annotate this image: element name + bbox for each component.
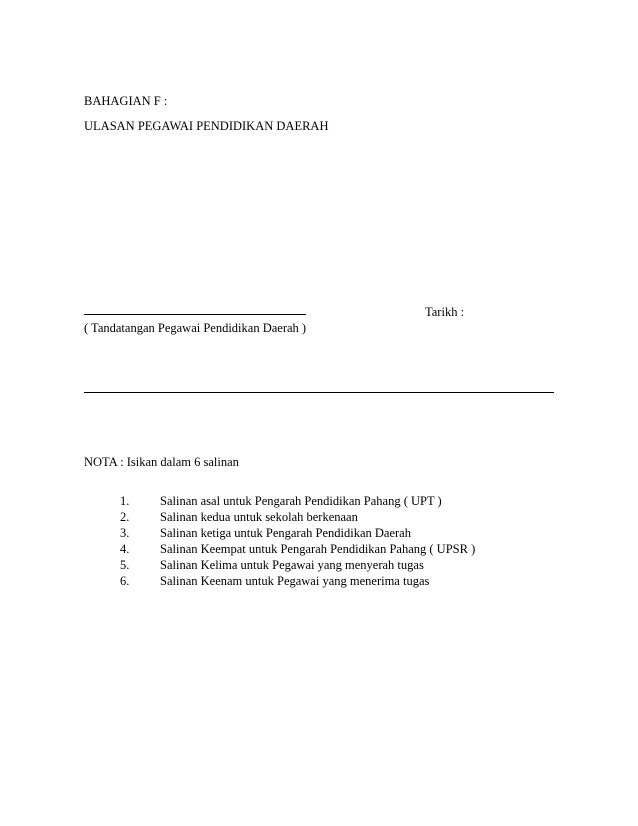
list-item-text: Salinan kedua untuk sekolah berkenaan [160,510,358,524]
list-item-number: 3. [120,526,130,540]
list-item-text: Salinan asal untuk Pengarah Pendidikan Pahang ( UPT ) [160,494,442,508]
list-item [120,493,475,509]
list-item [120,557,475,573]
list-item [120,525,475,541]
note-heading: NOTA : Isikan dalam 6 salinan [84,455,239,469]
list-item-text: Salinan Keenam untuk Pegawai yang menerima tugas [160,574,430,588]
section-title: BAHAGIAN F : [84,94,168,108]
list-item-number: 2. [120,510,130,524]
date-label: Tarikh : [425,305,465,319]
signature-caption: ( Tandatangan Pegawai Pendidikan Daerah ) [84,321,307,335]
list-item-text: Salinan Kelima untuk Pegawai yang menyerah tugas [160,558,424,572]
list-item-text: Salinan ketiga untuk Pengarah Pendidikan Daerah [160,526,411,540]
section-heading: ULASAN PEGAWAI PENDIDIKAN DAERAH [84,119,329,133]
list-item-number: 6. [120,574,130,588]
list-item [120,509,475,525]
list-item-number: 5. [120,558,130,572]
list-item-number: 4. [120,542,130,556]
list-item [120,573,475,589]
signature-line [84,314,306,315]
list-item [120,541,475,557]
section-divider [84,392,554,393]
list-item-number: 1. [120,494,130,508]
copies-list [120,493,475,589]
list-item-text: Salinan Keempat untuk Pengarah Pendidikan Pahang ( UPSR ) [160,542,476,556]
